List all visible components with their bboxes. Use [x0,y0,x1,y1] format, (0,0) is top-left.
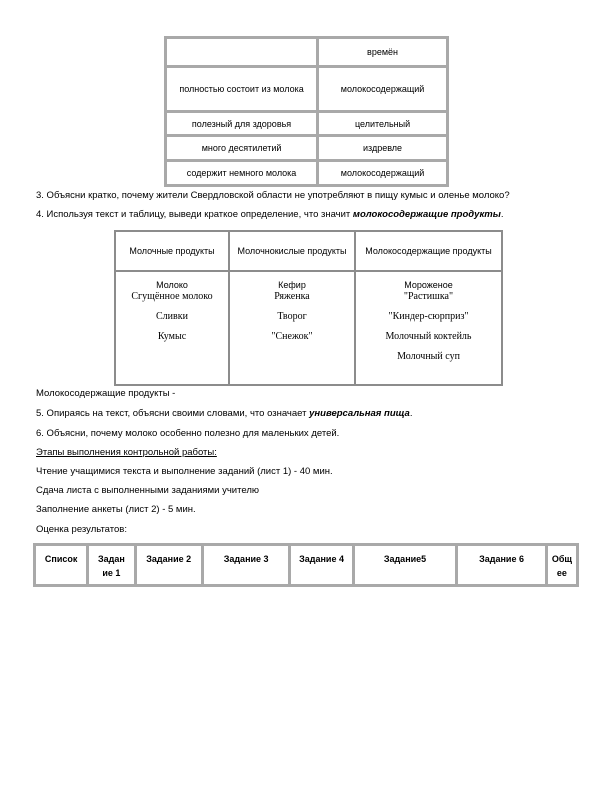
table-row [167,162,446,184]
table-row [167,137,446,159]
evaluation-title: Оценка результатов: [36,524,127,535]
column-header: Задание5 [355,546,456,584]
table-cell [355,271,502,385]
stage-2: Сдача листа с выполненными заданиями учителю [36,485,259,496]
table-row [167,39,446,65]
question-3: 3. Объясни кратко, почему жители Свердловской области не употребляют в пищу кумыс и оленье молоко? [36,190,510,201]
stage-1: Чтение учащимися текста и выполнение заданий (лист 1) - 40 мин. [36,466,333,477]
cell-item: Ряженка [274,291,310,302]
question-4 [36,209,503,220]
results-table [33,543,579,587]
cell-item: "Киндер-сюрприз" [388,311,469,322]
table-cell: полезный для здоровья [167,113,316,134]
cell-first: Кефир [278,280,306,290]
table-cell: содержит немного молока [167,162,316,184]
cell-first: Молоко [156,280,188,290]
column-header: Задание 3 [204,546,288,584]
answer-line: Молокосодержащие продукты - [36,388,176,399]
table-cell [229,271,355,385]
cell-item: Сливки [156,311,188,322]
column-header [229,231,355,271]
table-row [115,271,502,385]
column-header: Общ ее [548,546,576,584]
cell-first: Мороженое [404,280,453,290]
cell-item: "Растишка" [403,291,454,302]
question-6: 6. Объясни, почему молоко особенно полезно для маленьких детей. [36,428,340,439]
question-5-end: . [409,408,413,419]
table-header-row [36,546,576,584]
header-text: Молокосодержащие продукты [365,246,492,256]
question-5-text: 5. Опираясь на текст, объясни своими словами, что означает [36,408,310,419]
synonyms-table [164,36,449,187]
column-header: Список [36,546,86,584]
table-cell: молокосодержащий [319,162,446,184]
table-cell: времён [319,39,446,65]
cell-item: "Снежок" [271,331,313,342]
question-5-term: универсальная пища [309,408,410,419]
table-cell: полностью состоит из молока [167,68,316,110]
header-text: Молочные продукты [129,246,215,256]
column-header: Задание 6 [458,546,545,584]
cell-item: Кумыс [157,331,187,342]
table-cell [115,271,229,385]
cell-item: Молочный коктейль [385,331,472,342]
column-header: Задан ие 1 [89,546,133,584]
table-row [167,113,446,134]
stage-3: Заполнение анкеты (лист 2) - 5 мин. [36,504,196,515]
question-4-end: . [500,209,504,220]
table-cell: целительный [319,113,446,134]
stages-title: Этапы выполнения контрольной работы: [36,447,217,458]
products-table [114,230,503,386]
header-text: Молочнокислые продукты [237,246,347,256]
column-header: Задание 4 [291,546,351,584]
column-header [355,231,502,271]
table-header-row [115,231,502,271]
table-cell [167,39,316,65]
cell-item: Творог [277,311,307,322]
table-cell: молокосодержащий [319,68,446,110]
column-header [115,231,229,271]
question-4-term: молокосодержащие продукты [352,209,501,220]
cell-item: Сгущённое молоко [131,291,213,302]
question-5 [36,408,412,419]
question-4-text: 4. Используя текст и таблицу, выведи краткое определение, что значит [36,209,353,220]
table-cell: много десятилетий [167,137,316,159]
column-header: Задание 2 [137,546,201,584]
table-row [167,68,446,110]
table-cell: издревле [319,137,446,159]
cell-item: Молочный суп [397,351,460,362]
